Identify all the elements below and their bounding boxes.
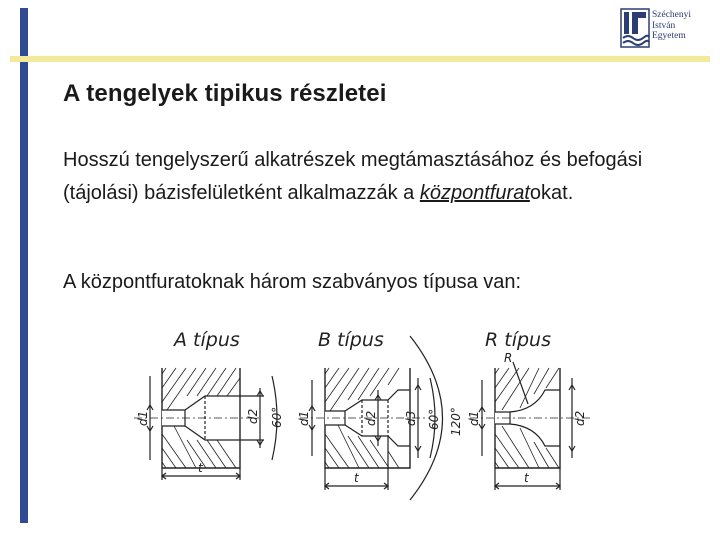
university-logo [620, 8, 715, 54]
logo-line-2: István [652, 20, 676, 31]
emphasized-term: központfurat [419, 182, 530, 204]
type-b-dim-120: 120° [449, 407, 463, 436]
type-b-dim-d3: d3 [404, 410, 418, 426]
types-paragraph: A központfuratoknak három szabványos típusa van: [63, 271, 522, 293]
type-r-dim-t: t [524, 471, 529, 485]
type-r-label: R típus [485, 329, 551, 351]
type-b-dim-d2: d2 [364, 410, 378, 426]
type-a-label: A típus [174, 329, 240, 351]
type-b-dim-60: 60° [427, 408, 441, 430]
intro-text-end: okat. [529, 182, 574, 204]
logo-line-3: Egyetem [652, 31, 686, 41]
type-a-dim-angle: 60° [270, 406, 284, 428]
type-r-dim-r: R [504, 351, 513, 365]
type-a-dim-d1: d1 [136, 410, 150, 426]
type-b-dim-t: t [354, 471, 359, 485]
header-rule [10, 56, 710, 62]
accent-bar [20, 8, 28, 523]
center-hole-types-figure [130, 318, 610, 518]
type-r-dim-d1: d1 [467, 410, 481, 426]
intro-text: Hosszú tengelyszerű alkatrészek megtámasztásához és befogási (tájolási) bázisfelületként alkalmazzák a [63, 149, 643, 204]
type-a-dim-t: t [198, 461, 203, 475]
intro-paragraph [63, 144, 703, 210]
slide-title: A tengelyek tipikus részletei [63, 80, 387, 107]
type-a-dim-d2: d2 [246, 408, 260, 424]
type-b-dim-d1: d1 [297, 410, 311, 426]
university-logo-icon [620, 8, 650, 48]
type-r-drawing [470, 362, 590, 490]
type-r-dim-d2: d2 [573, 410, 587, 426]
logo-line-1: Széchenyi [652, 10, 692, 20]
type-b-label: B típus [318, 329, 384, 351]
